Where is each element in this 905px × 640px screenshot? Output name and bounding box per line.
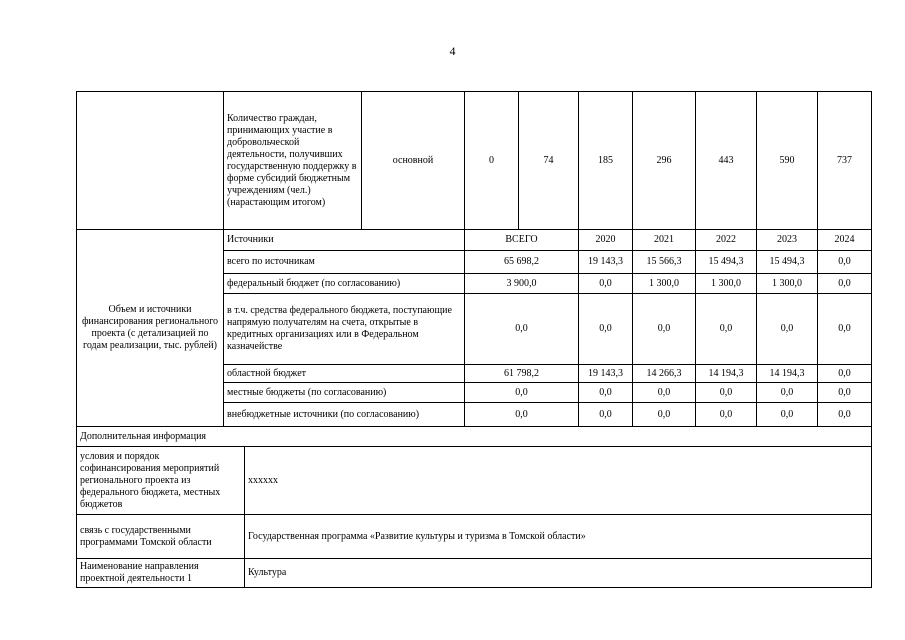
page-number: 4	[449, 44, 456, 58]
row-total: 0,0	[465, 294, 579, 365]
row-value: 1 300,0	[757, 274, 818, 294]
row-value: 15 494,3	[757, 251, 818, 274]
row-value: 0,0	[757, 294, 818, 365]
additional-info-table	[76, 426, 872, 588]
header-sources: Источники	[224, 230, 465, 251]
row-value: 0,0	[633, 383, 696, 403]
additional-title: Дополнительная информация	[77, 427, 872, 447]
row-name: внебюджетные источники (по согласованию)	[224, 403, 465, 427]
row-value: 0,0	[818, 274, 872, 294]
indicator-value-2023: 590	[757, 92, 818, 230]
row-value: 0,0	[818, 365, 872, 383]
additional-row	[77, 515, 872, 559]
row-value: 19 143,3	[579, 251, 633, 274]
row-total: 3 900,0	[465, 274, 579, 294]
row-value: 0,0	[818, 294, 872, 365]
row-value: 1 300,0	[696, 274, 757, 294]
row-value: 0,0	[757, 383, 818, 403]
additional-title-row	[77, 427, 872, 447]
row-value: 0,0	[579, 383, 633, 403]
row-total: 61 798,2	[465, 365, 579, 383]
row-value: 0,0	[818, 251, 872, 274]
indicator-financing-table	[76, 91, 872, 427]
row-value: 14 266,3	[633, 365, 696, 383]
additional-row	[77, 559, 872, 588]
row-value: 1 300,0	[633, 274, 696, 294]
row-value: 14 194,3	[696, 365, 757, 383]
row-value: 0,0	[818, 403, 872, 427]
row-value: 0,0	[696, 383, 757, 403]
financing-header-row	[77, 230, 872, 251]
row-total: 0,0	[465, 383, 579, 403]
row-value: 0,0	[633, 294, 696, 365]
financing-label: Объем и источники финансирования регионального проекта (с детализацией по годам реализации, тыс. рублей)	[77, 230, 224, 427]
row-name: в т.ч. средства федерального бюджета, поступающие напрямую получателям на счета, открытые в кредитных организациях или в Федеральном казначействе	[224, 294, 465, 365]
additional-label: условия и порядок софинансирования мероприятий регионального проекта из федерального бюджета, местных бюджетов	[77, 447, 245, 515]
row-value: 15 566,3	[633, 251, 696, 274]
empty-cell	[77, 92, 224, 230]
header-year-2020: 2020	[579, 230, 633, 251]
row-name: областной бюджет	[224, 365, 465, 383]
row-value: 14 194,3	[757, 365, 818, 383]
indicator-name: Количество граждан, принимающих участие в добровольческой деятельности, получивших государственную поддержку в форме субсидий бюджетным учреждениям (чел.) (нарастающим итогом)	[224, 92, 362, 230]
additional-value: Государственная программа «Развитие культуры и туризма в Томской области»	[245, 515, 872, 559]
header-year-2023: 2023	[757, 230, 818, 251]
row-name: местные бюджеты (по согласованию)	[224, 383, 465, 403]
indicator-value-2022: 443	[696, 92, 757, 230]
indicator-value-2020: 185	[579, 92, 633, 230]
row-value: 0,0	[579, 403, 633, 427]
header-year-2022: 2022	[696, 230, 757, 251]
row-value: 0,0	[633, 403, 696, 427]
header-year-2024: 2024	[818, 230, 872, 251]
row-value: 0,0	[757, 403, 818, 427]
row-total: 65 698,2	[465, 251, 579, 274]
header-total: ВСЕГО	[465, 230, 579, 251]
row-value: 0,0	[818, 383, 872, 403]
row-name: всего по источникам	[224, 251, 465, 274]
row-value: 15 494,3	[696, 251, 757, 274]
indicator-value-2021: 296	[633, 92, 696, 230]
indicator-base2: 74	[519, 92, 579, 230]
header-year-2021: 2021	[633, 230, 696, 251]
indicator-value-2024: 737	[818, 92, 872, 230]
row-value: 0,0	[579, 294, 633, 365]
additional-value: Культура	[245, 559, 872, 588]
indicator-type: основной	[362, 92, 465, 230]
indicator-base: 0	[465, 92, 519, 230]
indicator-row	[77, 92, 872, 230]
additional-label: Наименование направления проектной деятельности 1	[77, 559, 245, 588]
additional-row	[77, 447, 872, 515]
row-value: 0,0	[579, 274, 633, 294]
row-value: 19 143,3	[579, 365, 633, 383]
additional-value: хххххх	[245, 447, 872, 515]
row-value: 0,0	[696, 294, 757, 365]
row-total: 0,0	[465, 403, 579, 427]
additional-label: связь с государственными программами Томской области	[77, 515, 245, 559]
row-value: 0,0	[696, 403, 757, 427]
row-name: федеральный бюджет (по согласованию)	[224, 274, 465, 294]
